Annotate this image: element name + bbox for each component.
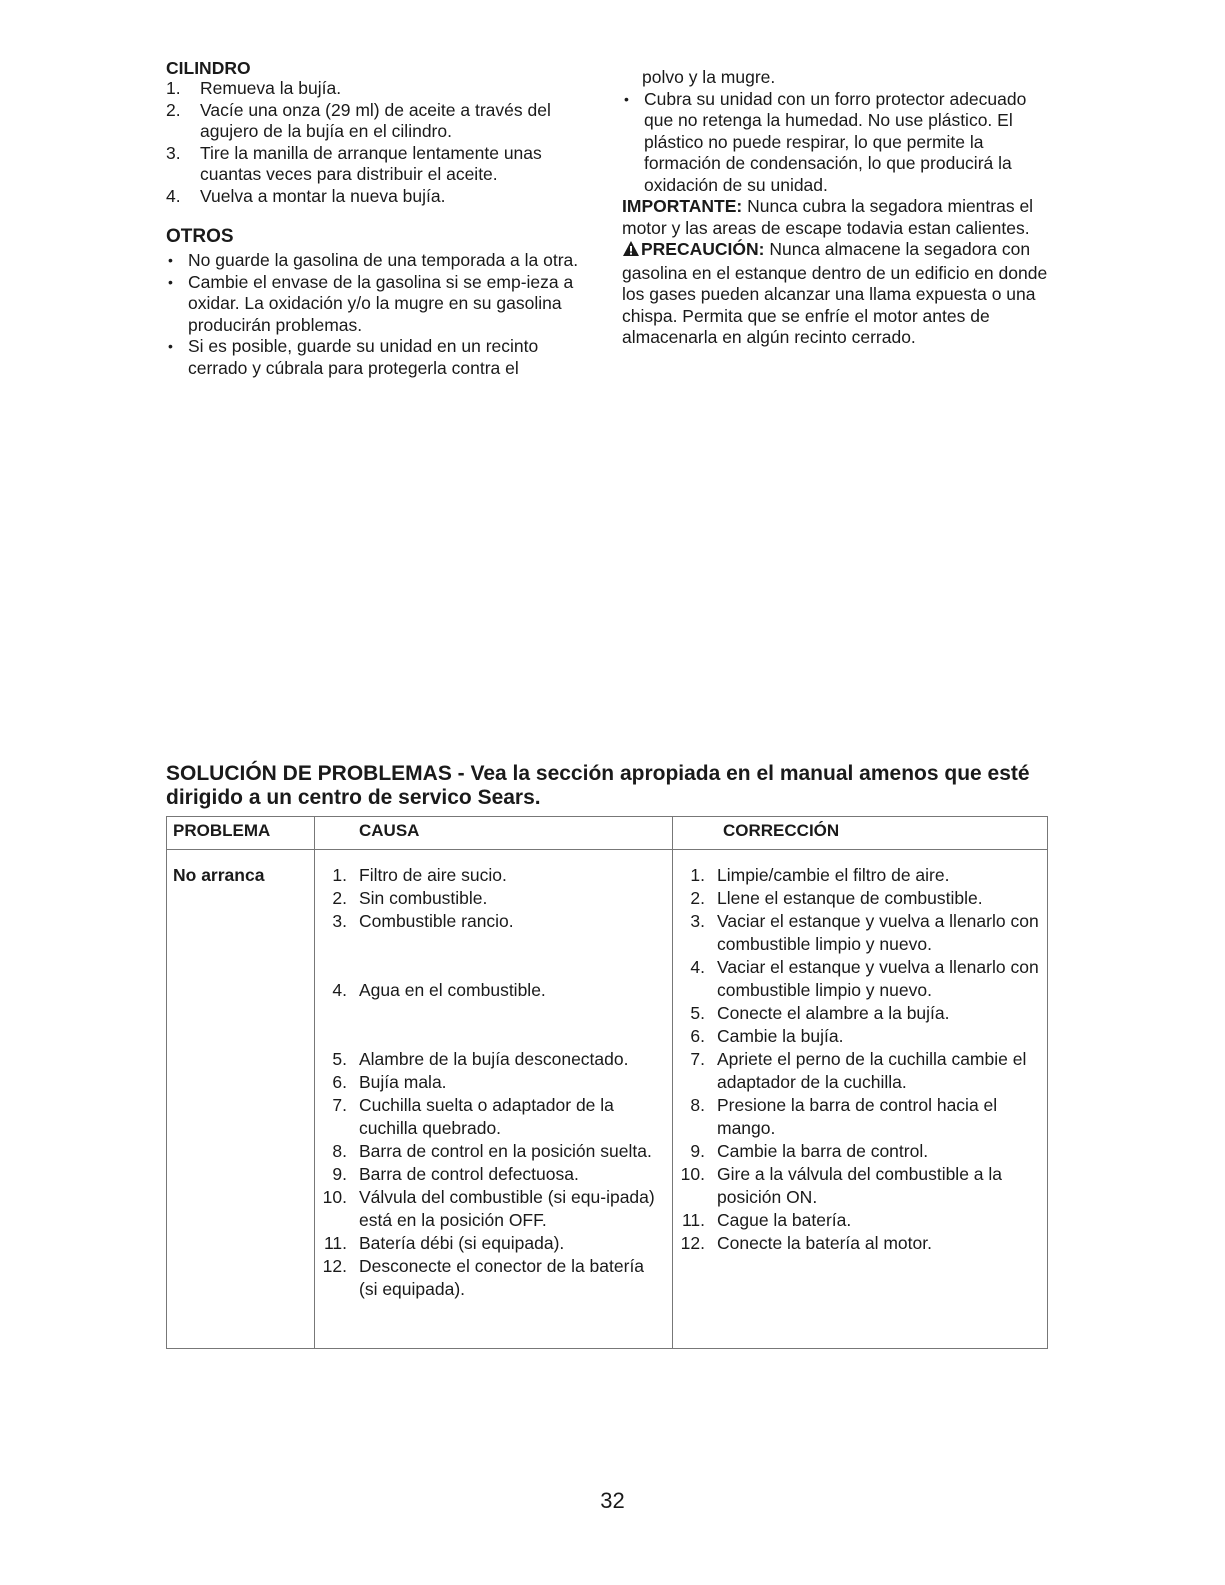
item-text: Cambie la barra de control. <box>717 1141 929 1161</box>
header-correccion: CORRECCIÓN <box>673 817 1048 850</box>
list-item <box>166 272 598 337</box>
storage-bullets <box>622 89 1057 197</box>
correction-item <box>679 1209 1041 1232</box>
item-text: Cague la batería. <box>717 1210 852 1230</box>
correction-item <box>679 864 1041 887</box>
cause-item <box>321 1140 666 1163</box>
item-text: Cambie la bujía. <box>717 1026 844 1046</box>
item-text: Barra de control en la posición suelta. <box>359 1141 652 1161</box>
list-item <box>166 336 598 379</box>
causes-cell <box>315 850 673 1349</box>
step-number: 4. <box>166 185 181 206</box>
step-text: Tire la manilla de arranque lentamente unas cuantas veces para distribuir el aceite. <box>200 142 542 184</box>
item-number: 1. <box>332 865 347 885</box>
item-number: 6. <box>332 1072 347 1092</box>
item-text: Apriete el perno de la cuchilla cambie el adaptador de la cuchilla. <box>717 1049 1027 1092</box>
problem-cell: No arranca <box>167 850 315 1349</box>
item-number: 4. <box>690 957 705 977</box>
item-text: Bujía mala. <box>359 1072 447 1092</box>
bullet-icon: • <box>168 338 173 354</box>
corrections-list <box>679 864 1041 1255</box>
item-text: Alambre de la bujía desconectado. <box>359 1049 629 1069</box>
item-number: 3. <box>332 911 347 931</box>
item-text: Barra de control defectuosa. <box>359 1164 579 1184</box>
cause-item <box>321 1071 666 1094</box>
cilindro-heading: CILINDRO <box>166 58 251 78</box>
item-text: Sin combustible. <box>359 888 488 908</box>
correction-item <box>679 1232 1041 1255</box>
header-problema: PROBLEMA <box>167 817 315 850</box>
continued-text: polvo y la mugre. <box>642 67 776 87</box>
cause-item <box>321 1094 666 1140</box>
precaucion-text: Nunca almacene la segadora con gasolina en el estanque dentro de un edificio en donde los gases pueden alcanzar una llama expuesta o una chispa. Permita que se enfríe el motor antes de almacenarla en algún recinto cerrado. <box>622 239 1048 347</box>
item-number: 3. <box>690 911 705 931</box>
precaucion-note <box>622 239 1057 349</box>
list-item <box>166 143 598 186</box>
item-text: Batería débi (si equipada). <box>359 1233 565 1253</box>
bullet-text: Cambie el envase de la gasolina si se emp-ieza a oxidar. La oxidación y/o la mugre en su gasolina producirán problemas. <box>188 271 574 335</box>
precaucion-label: PRECAUCIÓN: <box>641 239 765 259</box>
step-number: 2. <box>166 99 181 120</box>
cause-item <box>321 979 666 1002</box>
item-text: Presione la barra de control hacia el mango. <box>717 1095 998 1138</box>
step-text: Vacíe una onza (29 ml) de aceite a través del agujero de la bujía en el cilindro. <box>200 99 551 141</box>
list-item <box>166 100 598 143</box>
item-text: Agua en el combustible. <box>359 980 546 1000</box>
item-number: 1. <box>690 865 705 885</box>
bullet-text: Cubra su unidad con un forro protector adecuado que no retenga la humedad. No use plástico. El plástico no puede respirar, lo que permite la formación de condensación, lo que producirá la oxidación de su unidad. <box>644 88 1027 195</box>
table-row <box>167 850 1048 1349</box>
step-number: 1. <box>166 78 181 98</box>
correction-item <box>679 1163 1041 1209</box>
item-text: Vaciar el estanque y vuelva a llenarlo con combustible limpio y nuevo. <box>717 911 1039 954</box>
correction-item <box>679 956 1041 1002</box>
item-number: 2. <box>332 888 347 908</box>
item-number: 9. <box>332 1164 347 1184</box>
cause-item <box>321 956 666 979</box>
item-number: 7. <box>332 1095 347 1115</box>
bullet-text: No guarde la gasolina de una temporada a la otra. <box>188 250 579 270</box>
cause-item <box>321 1255 666 1301</box>
troubleshooting-table <box>166 816 1048 1349</box>
page-number: 32 <box>600 1488 625 1513</box>
step-number: 3. <box>166 142 181 163</box>
correction-item <box>679 1048 1041 1094</box>
correction-item <box>679 910 1041 956</box>
item-text: Combustible rancio. <box>359 911 514 931</box>
item-text: Limpie/cambie el filtro de aire. <box>717 865 950 885</box>
importante-text: Nunca cubra la segadora mientras el motor y las areas de escape todavia estan calientes. <box>622 196 1034 238</box>
correction-item <box>679 1002 1041 1025</box>
header-causa: CAUSA <box>315 817 673 850</box>
list-item <box>166 186 598 208</box>
correction-item <box>679 1140 1041 1163</box>
item-number: 10. <box>322 1187 347 1207</box>
item-text: Conecte la batería al motor. <box>717 1233 932 1253</box>
item-number: 9. <box>690 1141 705 1161</box>
item-number: 10. <box>680 1164 705 1184</box>
correction-item <box>679 1025 1041 1048</box>
item-text: Desconecte el conector de la batería (si equipada). <box>359 1256 645 1299</box>
importante-label: IMPORTANTE: <box>622 196 743 216</box>
bullet-text: Si es posible, guarde su unidad en un recinto cerrado y cúbrala para protegerla contra el <box>188 336 539 378</box>
cause-item <box>321 1163 666 1186</box>
item-number: 8. <box>332 1141 347 1161</box>
item-text: Gire a la válvula del combustible a la posición ON. <box>717 1164 1003 1207</box>
item-number: 7. <box>690 1049 705 1069</box>
item-number: 12. <box>680 1233 705 1253</box>
step-text: Remueva la bujía. <box>200 78 342 98</box>
item-text: Vaciar el estanque y vuelva a llenarlo con combustible limpio y nuevo. <box>717 957 1039 1000</box>
correction-item <box>679 887 1041 910</box>
item-number: 4. <box>332 980 347 1000</box>
item-text: Filtro de aire sucio. <box>359 865 507 885</box>
step-text: Vuelva a montar la nueva bujía. <box>200 185 446 206</box>
item-number: 6. <box>690 1026 705 1046</box>
cause-item <box>321 1048 666 1071</box>
importante-note <box>622 196 1057 239</box>
item-text: Llene el estanque de combustible. <box>717 888 983 908</box>
item-text: Conecte el alambre a la bujía. <box>717 1003 950 1023</box>
left-column <box>166 58 598 379</box>
cilindro-steps <box>166 78 598 207</box>
right-column <box>622 67 1057 349</box>
cause-item <box>321 887 666 910</box>
item-number: 5. <box>690 1003 705 1023</box>
item-number: 8. <box>690 1095 705 1115</box>
warning-icon <box>622 240 640 263</box>
item-text: Válvula del combustible (si equ-ipada) está en la posición OFF. <box>359 1187 655 1230</box>
item-number: 2. <box>690 888 705 908</box>
item-text: Cuchilla suelta o adaptador de la cuchilla quebrado. <box>359 1095 614 1138</box>
item-number: 5. <box>332 1049 347 1069</box>
bullet-icon: • <box>168 273 173 290</box>
bullet-icon: • <box>168 252 173 268</box>
corrections-cell <box>673 850 1048 1349</box>
bullet-icon: • <box>624 90 629 107</box>
causes-list <box>321 864 666 1301</box>
list-item <box>166 250 598 272</box>
item-number: 12. <box>322 1256 347 1276</box>
otros-heading: OTROS <box>166 226 234 247</box>
otros-bullets <box>166 250 598 379</box>
item-number: 11. <box>681 1210 705 1230</box>
list-item <box>622 89 1057 197</box>
cause-item <box>321 864 666 887</box>
item-number: 11. <box>323 1233 347 1253</box>
troubleshooting-title: SOLUCIÓN DE PROBLEMAS - Vea la sección apropiada en el manual amenos que esté dirigido a un centro de servico Sears. <box>166 762 1030 809</box>
cause-item <box>321 1186 666 1232</box>
table-header-row <box>167 817 1048 850</box>
cause-item <box>321 910 666 933</box>
cause-item <box>321 1025 666 1048</box>
cause-item <box>321 1002 666 1025</box>
cause-item <box>321 1232 666 1255</box>
cause-item <box>321 933 666 956</box>
list-item <box>166 78 598 100</box>
correction-item <box>679 1094 1041 1140</box>
